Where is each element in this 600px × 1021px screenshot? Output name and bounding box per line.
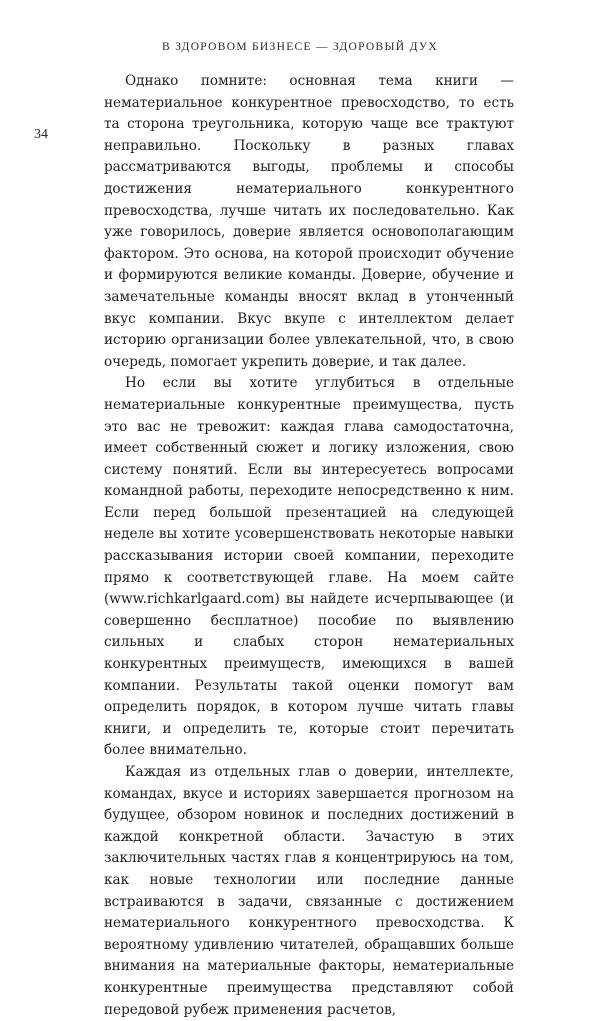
paragraph: Но если вы хотите углубиться в отдельные нематериальные конкурентные преимущества, пусть это вас не тревожит: каждая глава самодостаточна, имеет собственный сюжет и логику изложения, свою систему понятий. Если вы интересуетесь вопросами командной работы, переходите непосредственно к ним. Если перед большой презентацией на следующей неделе вы хотите усовершенствовать некоторые навыки рассказывания истории своей компании, переходите прямо к соответствующей главе. На моем сайте (www.richkarlgaard.com) вы найдете исчерпывающее (и совершенно бесплатное) пособие по выявлению сильных и слабых сторон нематериальных конкурентных преимуществ, имеющихся в вашей компании. Результаты такой оценки помогут вам определить порядок, в котором лучше читать главы книги, и определить те, которые стоит перечитать более внимательно. — [104, 375, 514, 759]
body-text — [104, 71, 514, 1021]
running-header: В ЗДОРОВОМ БИЗНЕСЕ — ЗДОРОВЫЙ ДУХ — [162, 41, 438, 53]
paragraph: Однако помните: основная тема книги — нематериальное конкурентное превосходство, то есть та сторона треугольника, которую чаще все трактуют неправильно. Поскольку в разных главах рассматриваются выгоды, проблемы и способы достижения нематериального конкурентного превосходства, лучше читать их последовательно. Как уже говорилось, доверие является основополагающим фактором. Это основа, на которой происходит обучение и формируются великие команды. Доверие, обучение и замечательные команды вносят вклад в утонченный вкус компании. Вкус вкупе с интеллектом делает историю организации более увлекательной, что, в свою очередь, помогает укрепить доверие, и так далее. — [104, 73, 514, 370]
paragraph: Каждая из отдельных глав о доверии, интеллекте, командах, вкусе и историях завершается прогнозом на будущее, обзором новинок и последних достижений в каждой конкретной области. Зачастую в этих заключительных частях глав я концентрируюсь на том, как новые технологии или последние данные встраиваются в задачи, связанные с достижением нематериального конкурентного превосходства. К вероятному удивлению читателей, обращавших больше внимания на материальные факторы, нематериальные конкурентные преимущества представляют собой передовой рубеж применения расчетов, — [104, 764, 514, 1018]
page-number: 34 — [34, 127, 48, 142]
